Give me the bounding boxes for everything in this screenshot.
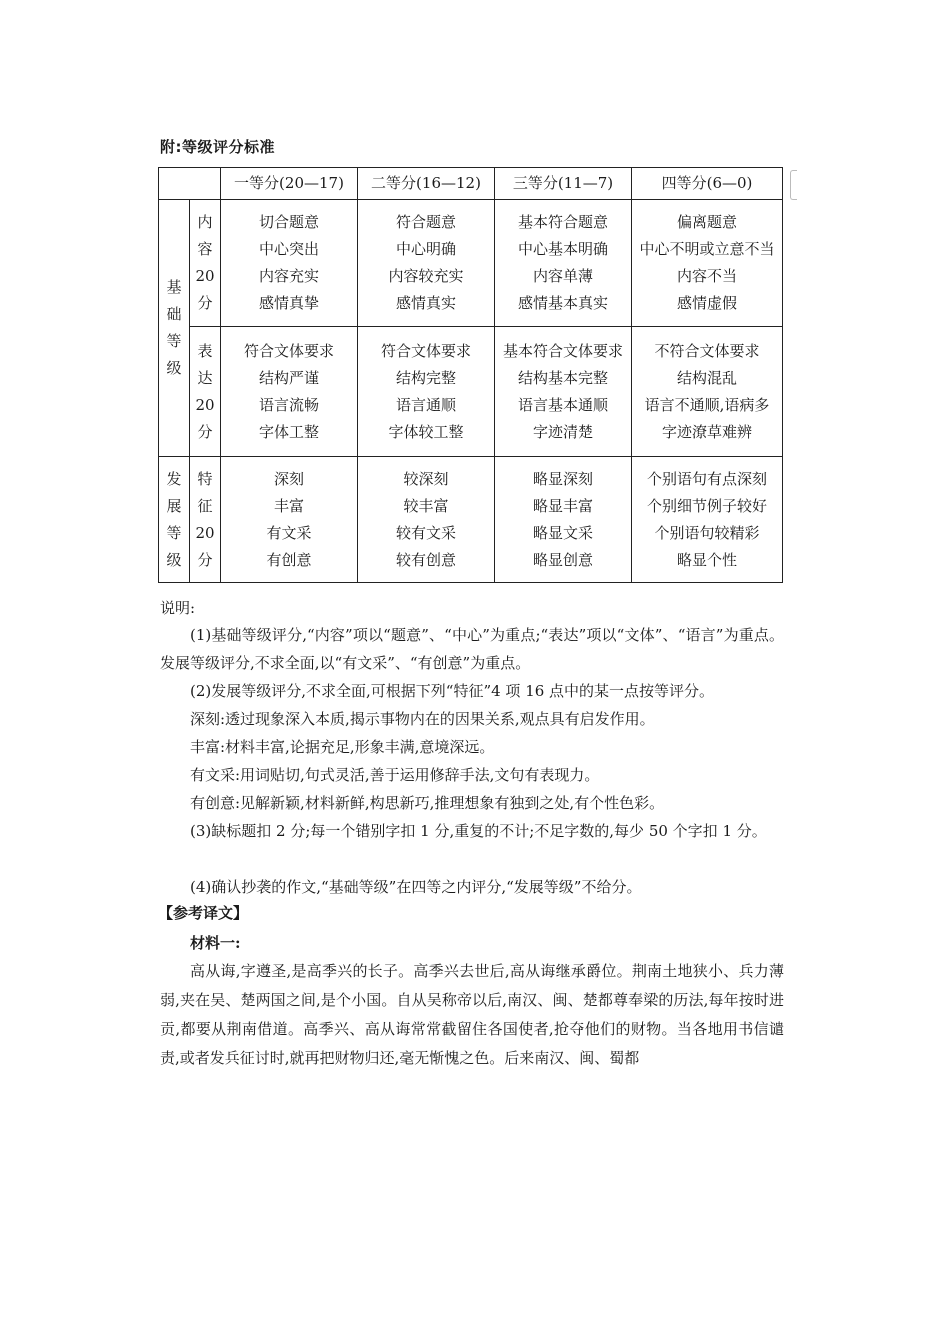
cell-line: 感情基本真实 (517, 294, 608, 312)
label-char: 分 (197, 550, 213, 569)
cell-line: 有文采 (266, 523, 312, 542)
label-char: 20 (195, 267, 215, 285)
cell-line: 字迹潦草难辨 (661, 422, 752, 441)
note-2: (2)发展等级评分,不求全面,可根据下列“特征”4 项 16 点中的某一点按等评分。 (190, 682, 715, 700)
appendix-heading: 附:等级评分标准 (160, 138, 275, 156)
table-row-content (159, 200, 783, 327)
cell-line: 偏离题意 (676, 213, 737, 231)
cell-line: 略显深刻 (532, 469, 593, 488)
cell-line: 内容较充实 (388, 267, 464, 285)
label-char: 表 (197, 341, 213, 360)
header-grade-1: 一等分(20—17) (221, 168, 358, 200)
category-char: 础 (166, 305, 182, 323)
cell-line: 个别语句较精彩 (654, 523, 760, 542)
subcategory-expression (190, 327, 221, 457)
note-3: 深刻:透过现象深入本质,揭示事物内在的因果关系,观点具有启发作用。 (190, 710, 655, 728)
subcategory-content (190, 200, 221, 327)
label-char: 容 (197, 240, 213, 258)
subcategory-feature (190, 457, 221, 583)
cell-line: 结构严谨 (258, 368, 319, 387)
note-4: 丰富:材料丰富,论据充足,形象丰满,意境深远。 (190, 738, 495, 756)
category-development (159, 457, 190, 583)
content-cell-grade-4 (632, 200, 783, 327)
page-edge-marker (790, 170, 797, 200)
feature-cell-grade-2 (358, 457, 495, 583)
table-row-feature (159, 457, 783, 583)
feature-cell-grade-3 (495, 457, 632, 583)
category-char: 等 (166, 332, 182, 350)
label-char: 20 (195, 523, 215, 542)
note-6: 有创意:见解新颖,材料新鲜,构思新巧,推理想象有独到之处,有个性色彩。 (190, 794, 665, 812)
note-7: (3)缺标题扣 2 分;每一个错别字扣 1 分,重复的不计;不足字数的,每少 50 个字扣 1 分。 (190, 822, 767, 840)
category-char: 基 (166, 278, 182, 296)
category-char: 级 (166, 550, 182, 569)
header-grade-3: 三等分(11—7) (495, 168, 632, 200)
cell-line: 基本符合文体要求 (502, 341, 623, 360)
cell-line: 符合文体要求 (380, 341, 471, 360)
label-char: 内 (197, 213, 213, 231)
label-char: 征 (197, 496, 213, 515)
cell-line: 个别细节例子较好 (646, 496, 767, 515)
table-row-expression (159, 327, 783, 457)
feature-cell-grade-1 (221, 457, 358, 583)
cell-line: 结构基本完整 (517, 368, 608, 387)
cell-line: 字体工整 (258, 422, 319, 441)
cell-line: 中心不明或立意不当 (639, 240, 775, 258)
content-cell-grade-3 (495, 200, 632, 327)
cell-line: 字体较工整 (388, 422, 464, 441)
cell-line: 感情虚假 (676, 294, 737, 312)
cell-line: 字迹清楚 (532, 422, 593, 441)
header-grade-4: 四等分(6—0) (632, 168, 783, 200)
expression-cell-grade-3 (495, 327, 632, 457)
grading-table (158, 167, 783, 583)
feature-cell-grade-4 (632, 457, 783, 583)
cell-line: 略显个性 (676, 550, 737, 569)
cell-line: 中心明确 (395, 240, 456, 258)
cell-line: 符合题意 (395, 213, 456, 231)
label-char: 20 (195, 395, 215, 414)
cell-line: 内容单薄 (532, 267, 593, 285)
content-cell-grade-2 (358, 200, 495, 327)
category-char: 等 (166, 523, 182, 542)
note-8: (4)确认抄袭的作文,“基础等级”在四等之内评分,“发展等级”不给分。 (190, 878, 642, 896)
cell-line: 结构完整 (395, 368, 456, 387)
cell-line: 个别语句有点深刻 (646, 469, 767, 488)
cell-line: 语言基本通顺 (517, 395, 608, 414)
cell-line: 略显创意 (532, 550, 593, 569)
category-basic (159, 200, 190, 457)
label-char: 特 (197, 469, 213, 488)
cell-line: 语言通顺 (395, 395, 456, 414)
material-title: 材料一: (190, 934, 241, 952)
expression-cell-grade-2 (358, 327, 495, 457)
cell-line: 较有文采 (395, 523, 456, 542)
label-char: 达 (197, 368, 213, 387)
cell-line: 语言流畅 (258, 395, 319, 414)
cell-line: 切合题意 (258, 213, 319, 231)
cell-line: 较有创意 (395, 550, 456, 569)
cell-line: 不符合文体要求 (654, 341, 760, 360)
cell-line: 语言不通顺,语病多 (644, 395, 770, 414)
cell-line: 有创意 (266, 550, 312, 569)
label-char: 分 (197, 422, 213, 441)
cell-line: 结构混乱 (676, 368, 737, 387)
notes-title: 说明: (160, 599, 196, 617)
cell-line: 基本符合题意 (517, 213, 608, 231)
cell-line: 略显文采 (532, 523, 593, 542)
expression-cell-grade-1 (221, 327, 358, 457)
content-cell-grade-1 (221, 200, 358, 327)
header-grade-2: 二等分(16—12) (358, 168, 495, 200)
cell-line: 深刻 (273, 469, 304, 488)
table-header-row (159, 168, 783, 200)
label-char: 分 (197, 294, 213, 312)
section-title: 【参考译文】 (158, 904, 249, 922)
cell-line: 中心基本明确 (517, 240, 608, 258)
cell-line: 中心突出 (258, 240, 319, 258)
category-char: 展 (166, 496, 182, 515)
cell-line: 较深刻 (403, 469, 449, 488)
expression-cell-grade-4 (632, 327, 783, 457)
cell-line: 内容充实 (258, 267, 319, 285)
category-char: 级 (166, 359, 182, 377)
cell-line: 较丰富 (403, 496, 449, 515)
category-char: 发 (166, 469, 182, 488)
cell-line: 丰富 (273, 496, 304, 515)
cell-line: 感情真实 (395, 294, 456, 312)
note-5: 有文采:用词贴切,句式灵活,善于运用修辞手法,文句有表现力。 (190, 766, 600, 784)
cell-line: 略显丰富 (532, 496, 593, 515)
cell-line: 内容不当 (676, 267, 737, 285)
translation-paragraph: 高从诲,字遵圣,是高季兴的长子。高季兴去世后,高从诲继承爵位。荆南土地狭小、兵力薄弱,夹在吴、楚两国之间,是个小国。自从吴称帝以后,南汉、闽、楚都尊奉梁的历法,每年按时进贡,都要从荆南借道。高季兴、高从诲常常截留住各国使者,抢夺他们的财物。当各地用书信谴责,或者发兵征讨时,就再把财物归还,毫无惭愧之色。后来南汉、闽、蜀都 (160, 962, 784, 1067)
cell-line: 符合文体要求 (243, 341, 334, 360)
header-blank-cell (159, 168, 221, 200)
note-1: (1)基础等级评分,“内容”项以“题意”、“中心”为重点;“表达”项以“文体”、“语言”为重点。发展等级评分,不求全面,以“有文采”、“有创意”为重点。 (160, 626, 784, 672)
cell-line: 感情真挚 (258, 294, 319, 312)
